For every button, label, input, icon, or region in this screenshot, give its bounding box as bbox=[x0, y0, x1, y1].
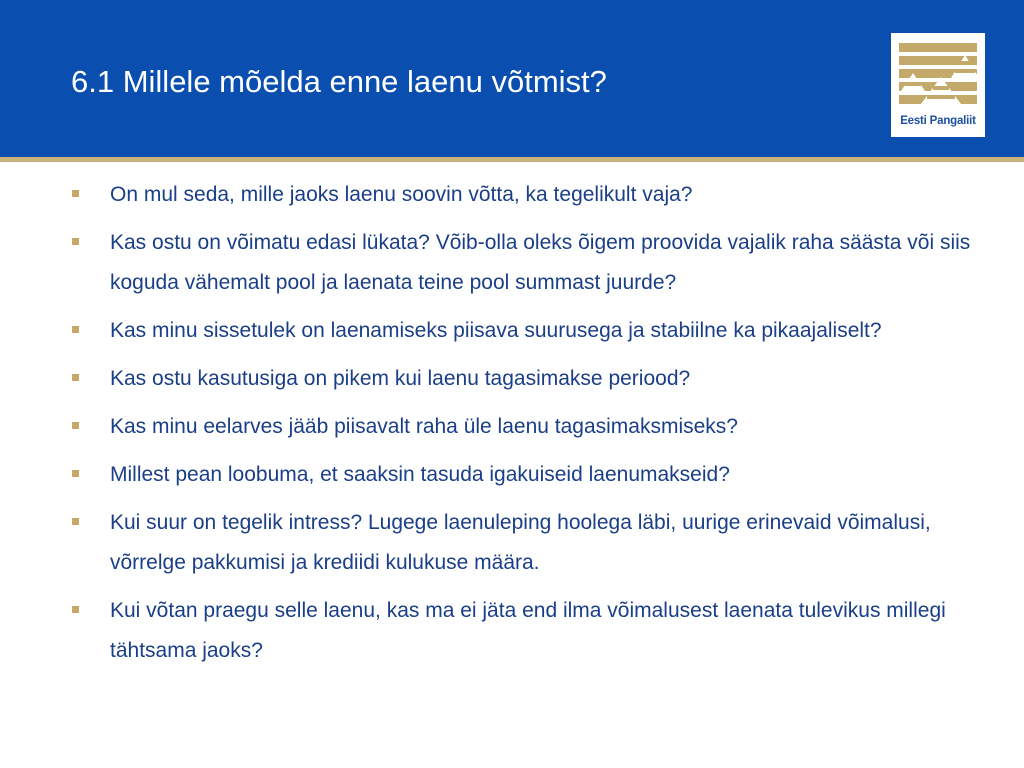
bullet-text: Kas ostu kasutusiga on pikem kui laenu tagasimakse periood? bbox=[110, 367, 691, 390]
bullet-item bbox=[72, 223, 972, 303]
slide-title: 6.1 Millele mõelda enne laenu võtmist? bbox=[71, 64, 607, 99]
square-bullet-icon bbox=[72, 190, 79, 197]
square-bullet-icon bbox=[72, 518, 79, 525]
bullet-text: On mul seda, mille jaoks laenu soovin võtta, ka tegelikult vaja? bbox=[110, 183, 693, 206]
logo-text: Eesti Pangaliit bbox=[900, 115, 976, 127]
header-divider bbox=[0, 157, 1024, 162]
bullet-item bbox=[72, 359, 972, 399]
square-bullet-icon bbox=[72, 374, 79, 381]
bullet-item bbox=[72, 311, 972, 351]
bullet-text: Kas ostu on võimatu edasi lükata? Võib-olla oleks õigem proovida vajalik raha säästa või siis koguda vähemalt pool ja laenata teine pool summast juurde? bbox=[110, 231, 971, 294]
title-bar bbox=[0, 0, 1024, 157]
bullet-text: Kui suur on tegelik intress? Lugege laenuleping hoolega läbi, uurige erinevaid võimalusi, võrrelge pakkumisi ja krediidi kulukuse määra. bbox=[110, 511, 931, 574]
bullet-text: Millest pean loobuma, et saaksin tasuda igakuiseid laenumakseid? bbox=[110, 463, 730, 486]
bullet-text: Kas minu eelarves jääb piisavalt raha üle laenu tagasimaksmiseks? bbox=[110, 415, 738, 438]
bullet-item bbox=[72, 503, 972, 583]
bullet-text: Kas minu sissetulek on laenamiseks piisava suurusega ja stabiilne ka pikaajaliselt? bbox=[110, 319, 882, 342]
bullet-list bbox=[72, 175, 972, 679]
square-bullet-icon bbox=[72, 470, 79, 477]
bullet-item bbox=[72, 175, 972, 215]
square-bullet-icon bbox=[72, 606, 79, 613]
bullet-item bbox=[72, 591, 972, 671]
eesti-pangaliit-logo bbox=[891, 33, 985, 137]
bullet-item bbox=[72, 407, 972, 447]
bullet-text: Kui võtan praegu selle laenu, kas ma ei jäta end ilma võimalusest laenata tulevikus millegi tähtsama jaoks? bbox=[110, 599, 946, 662]
bullet-item bbox=[72, 455, 972, 495]
square-bullet-icon bbox=[72, 326, 79, 333]
square-bullet-icon bbox=[72, 422, 79, 429]
square-bullet-icon bbox=[72, 238, 79, 245]
